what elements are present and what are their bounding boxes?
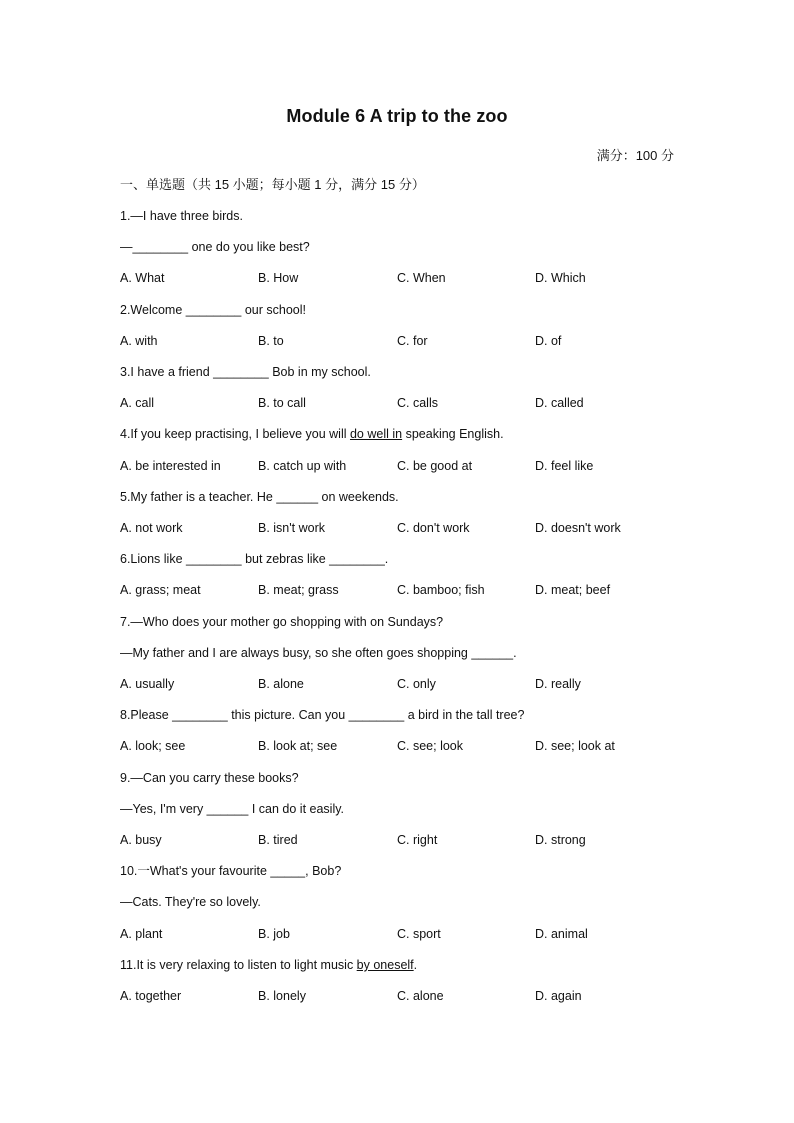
answer-option-d: D. called — [535, 396, 584, 410]
answer-option-b: B. alone — [258, 677, 304, 691]
answer-option-b: B. How — [258, 271, 299, 285]
question-text-part: —My father and I are always busy, so she often goes shopping ______. — [120, 646, 517, 660]
answer-option-c: C. for — [397, 334, 428, 348]
question-text — [120, 707, 524, 723]
question-text-part: 11.It is very relaxing to listen to light music — [120, 958, 357, 972]
question-text-part: 4.If you keep practising, I believe you will — [120, 427, 350, 441]
question-text-part: 1.—I have three birds. — [120, 209, 243, 223]
question-text — [120, 894, 261, 910]
answer-option-a: A. with — [120, 334, 158, 348]
answer-option-a: A. usually — [120, 677, 175, 691]
underlined-phrase: by oneself — [356, 958, 414, 972]
answer-option-c: C. only — [397, 677, 436, 691]
question-text-part: 6.Lions like ________ but zebras like ________. — [120, 552, 389, 566]
answer-option-b: B. catch up with — [258, 459, 347, 473]
question-text — [120, 551, 388, 567]
answer-option-a: A. busy — [120, 833, 162, 847]
question-text-part: 5.My father is a teacher. He ______ on weekends. — [120, 490, 399, 504]
question-text — [120, 239, 310, 255]
answer-option-d: D. Which — [535, 271, 586, 285]
answer-option-d: D. of — [535, 334, 562, 348]
answer-option-d: D. strong — [535, 833, 586, 847]
question-text — [120, 426, 504, 442]
answer-option-c: C. When — [397, 271, 446, 285]
answer-option-b: B. to — [258, 334, 284, 348]
answer-option-c: C. alone — [397, 989, 444, 1003]
question-text — [120, 489, 399, 505]
question-text-part: 9.—Can you carry these books? — [120, 771, 299, 785]
answer-option-a: A. call — [120, 396, 155, 410]
page-title: Module 6 A trip to the zoo — [286, 106, 508, 126]
answer-option-b: B. tired — [258, 833, 298, 847]
question-text-part: —Yes, I'm very ______ I can do it easily. — [120, 802, 345, 816]
answer-option-b: B. isn't work — [258, 521, 325, 535]
answer-option-b: B. job — [258, 927, 290, 941]
question-text — [120, 645, 517, 661]
question-text — [120, 863, 341, 879]
answer-option-d: D. animal — [535, 927, 588, 941]
answer-option-d: D. see; look at — [535, 739, 615, 753]
question-text-part: speaking English. — [402, 427, 504, 441]
answer-option-a: A. What — [120, 271, 165, 285]
answer-option-c: C. don't work — [397, 521, 470, 535]
question-text — [120, 770, 299, 786]
question-text — [120, 957, 417, 973]
question-text — [120, 614, 443, 630]
question-text-part: —Cats. They're so lovely. — [120, 895, 261, 909]
answer-option-a: A. grass; meat — [120, 583, 201, 597]
answer-option-a: A. together — [120, 989, 182, 1003]
answer-option-b: B. meat; grass — [258, 583, 339, 597]
question-text-part: 10.一What's your favourite _____, Bob? — [120, 864, 342, 878]
answer-option-d: D. again — [535, 989, 582, 1003]
answer-option-a: A. plant — [120, 927, 163, 941]
answer-option-c: C. be good at — [397, 459, 473, 473]
answer-option-a: A. look; see — [120, 739, 186, 753]
answer-option-d: D. feel like — [535, 459, 594, 473]
answer-option-d: D. doesn't work — [535, 521, 621, 535]
question-text — [120, 364, 371, 380]
answer-option-d: D. meat; beef — [535, 583, 611, 597]
question-text — [120, 302, 306, 318]
answer-option-b: B. to call — [258, 396, 306, 410]
answer-option-c: C. bamboo; fish — [397, 583, 485, 597]
answer-option-c: C. right — [397, 833, 438, 847]
underlined-phrase: do well in — [349, 427, 403, 441]
answer-option-b: B. look at; see — [258, 739, 338, 753]
full-score-label: 满分：100 分 — [596, 148, 674, 163]
question-text-part: 7.—Who does your mother go shopping with on Sundays? — [120, 615, 444, 629]
answer-option-c: C. calls — [397, 396, 438, 410]
question-text-part: 3.I have a friend ________ Bob in my school. — [120, 365, 371, 379]
section-header: 一、单选题（共 15 小题；每小题 1 分，满分 15 分） — [120, 177, 425, 192]
answer-option-a: A. not work — [120, 521, 183, 535]
answer-option-b: B. lonely — [258, 989, 306, 1003]
answer-option-c: C. see; look — [397, 739, 464, 753]
question-text-part: 8.Please ________ this picture. Can you ________ a bird in the tall tree? — [120, 708, 525, 722]
question-text-part: 2.Welcome ________ our school! — [120, 303, 306, 317]
question-text-part: —________ one do you like best? — [120, 240, 310, 254]
question-text-part: . — [413, 958, 418, 972]
question-text — [120, 801, 344, 817]
answer-option-d: D. really — [535, 677, 581, 691]
answer-option-a: A. be interested in — [120, 459, 221, 473]
question-text — [120, 208, 243, 224]
answer-option-c: C. sport — [397, 927, 441, 941]
